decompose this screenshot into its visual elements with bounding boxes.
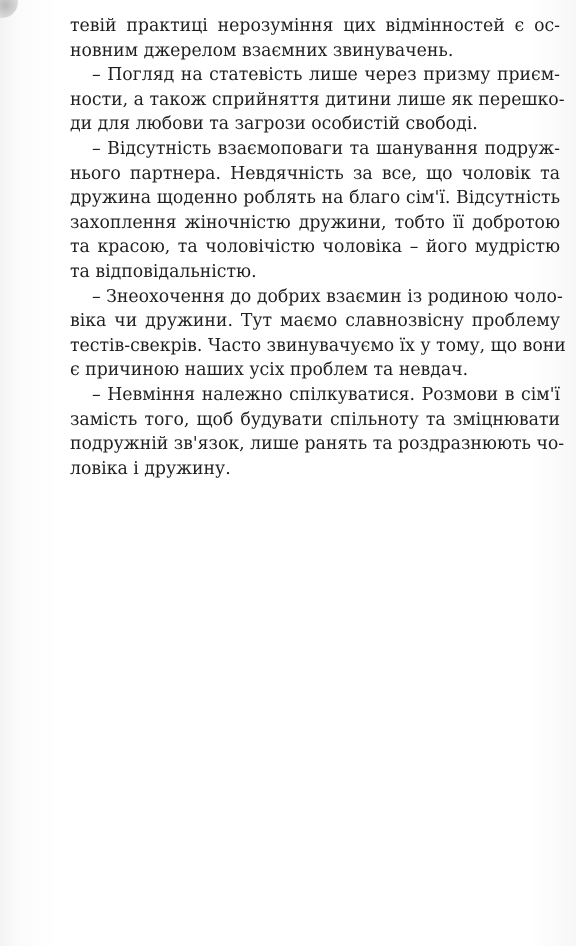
- paragraph-continuation: [70, 14, 560, 63]
- paragraph-communication: [70, 383, 565, 481]
- text-line: та красою, та чоловічістю чоловіка – його мудрістю: [70, 237, 560, 258]
- paragraph-in-laws: [70, 285, 566, 383]
- text-line: дружина щоденно роблять на благо сім'ї. Відсутність: [70, 188, 560, 209]
- text-line: – Знеохочення до добрих взаємин із родиною чоло-: [92, 286, 563, 307]
- text-line: захоплення жіночністю дружини, тобто її добротою: [70, 212, 560, 233]
- text-line: ловіка і дружину.: [70, 458, 231, 479]
- text-line: тевій практиці нерозуміння цих відмінностей є ос-: [70, 16, 560, 36]
- text-line: ди для любови та загрози особистій свободі.: [70, 114, 478, 135]
- page-corner-shadow: [0, 0, 18, 18]
- text-line: – Відсутність взаємоповаги та шанування подруж-: [92, 138, 560, 159]
- text-line: новним джерелом взаємних звинувачень.: [70, 40, 454, 61]
- text-line: нього партнера. Невдячність за все, що чоловік та: [70, 163, 560, 184]
- paragraph-respect: [70, 137, 560, 285]
- text-line: тестів-свекрів. Часто звинувачуємо їх у тому, що вони: [70, 335, 566, 356]
- text-line: та відповідальністю.: [70, 261, 257, 282]
- text-line: – Невміння належно спілкуватися. Розмови в сім'ї: [92, 384, 560, 405]
- text-line: – Погляд на статевість лише через призму приєм-: [92, 65, 560, 86]
- text-line: віка чи дружини. Тут маємо славнозвісну проблему: [70, 311, 560, 332]
- text-line: є причиною наших усіх проблем та невдач.: [70, 360, 469, 381]
- text-line: подружній зв'язок, лише ранять та роздразнюють чо-: [70, 434, 565, 455]
- text-line: замість того, щоб будувати спільноту та зміцнювати: [70, 409, 560, 430]
- paragraph-sexuality: [70, 63, 565, 137]
- body-text: [70, 14, 566, 481]
- text-line: ности, а також сприйняття дитини лише як перешко-: [70, 89, 565, 110]
